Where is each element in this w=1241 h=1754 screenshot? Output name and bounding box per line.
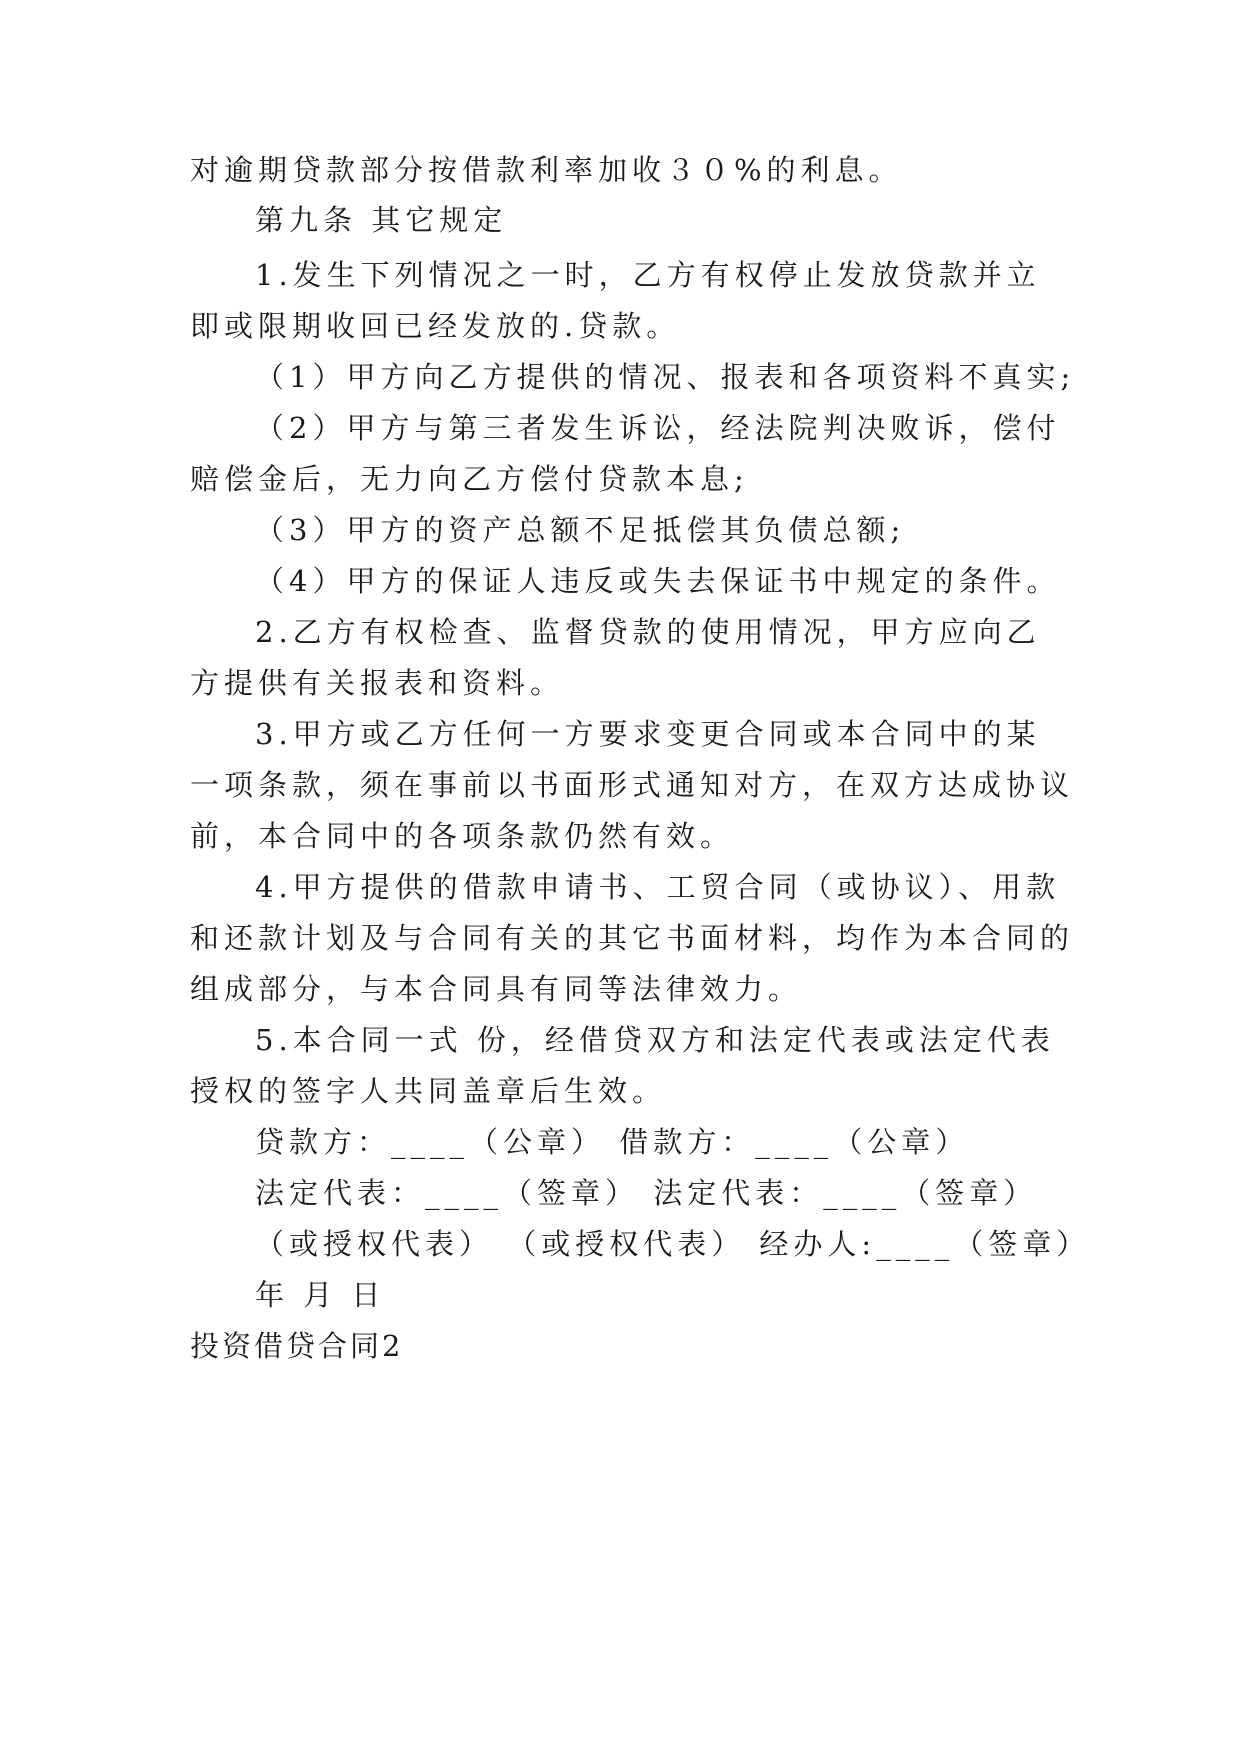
clause-1-item-3: （3）甲方的资产总额不足抵偿其负债总额; [255, 513, 906, 547]
clause-1-item-4: （4）甲方的保证人违反或失去保证书中规定的条件。 [255, 564, 1061, 598]
next-contract-title: 投资借贷合同2 [190, 1329, 404, 1363]
clause-1-item-2-line-2: 赔偿金后，无力向乙方偿付贷款本息; [190, 462, 749, 496]
clause-3-line-2: 一项条款，须在事前以书面形式通知对方，在双方达成协议 [190, 768, 1075, 802]
clause-5-line-1: 5.本合同一式 份，经借贷双方和法定代表或法定代表 [255, 1023, 1055, 1057]
signature-authorized-agents: （或授权代表） （或授权代表） 经办人:____（签章） [255, 1227, 1091, 1261]
clause-3-line-1: 3.甲方或乙方任何一方要求变更合同或本合同中的某 [255, 717, 1041, 751]
clause-1-item-1: （1）甲方向乙方提供的情况、报表和各项资料不真实; [255, 360, 1076, 394]
clause-4-line-2: 和还款计划及与合同有关的其它书面材料，均作为本合同的 [190, 921, 1075, 955]
signature-lender-borrower: 贷款方：____（公章） 借款方：____（公章） [255, 1125, 970, 1159]
clause-1-line-1: 1.发生下列情况之一时，乙方有权停止发放贷款并立 [255, 258, 1041, 292]
clause-4-line-1: 4.甲方提供的借款申请书、工贸合同（或协议）、用款 [255, 870, 1061, 904]
clause-3-line-3: 前，本合同中的各项条款仍然有效。 [190, 819, 735, 853]
signature-legal-representatives: 法定代表：____（签章） 法定代表：____（签章） [255, 1176, 1038, 1210]
signature-date: 年 月 日 [255, 1278, 386, 1312]
clause-4-line-3: 组成部分，与本合同具有同等法律效力。 [190, 972, 803, 1006]
paragraph-overdue-interest: 对逾期贷款部分按借款利率加收３０%的利息。 [190, 153, 903, 187]
clause-1-line-2: 即或限期收回已经发放的.贷款。 [190, 309, 681, 343]
clause-1-item-2-line-1: （2）甲方与第三者发生诉讼，经法院判决败诉，偿付 [255, 411, 1061, 445]
article-nine-heading: 第九条 其它规定 [255, 203, 508, 237]
clause-5-line-2: 授权的签字人共同盖章后生效。 [190, 1074, 667, 1108]
clause-2-line-1: 2.乙方有权检查、监督贷款的使用情况，甲方应向乙 [255, 615, 1041, 649]
clause-2-line-2: 方提供有关报表和资料。 [190, 666, 565, 700]
